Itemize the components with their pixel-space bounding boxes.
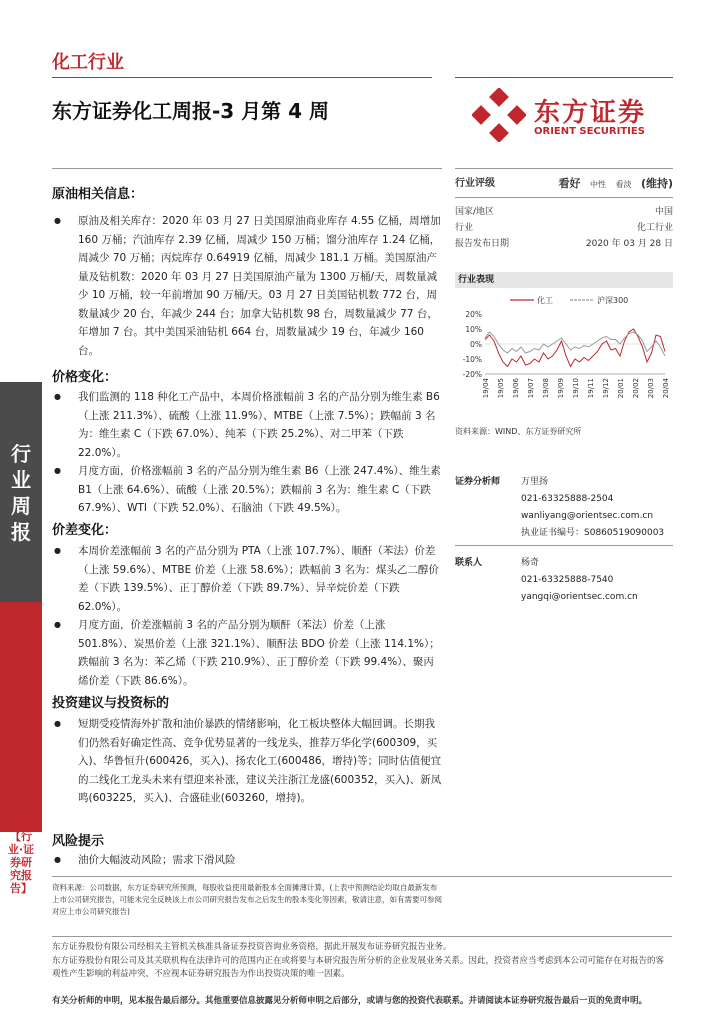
analyst-role: 联系人 [455,558,483,568]
section-risk-body [52,851,442,870]
rating-meta-row [455,204,673,220]
analyst-name: 万里扬 [521,477,549,487]
bullet-item: ● 本周价差涨幅前 3 名的产品分别为 PTA（上涨 107.7%）、顺酐（苯法）价差（上涨 59.6%）、MTBE 价差（上涨 58.6%）；跌幅前 3 名为：煤头乙二醇价差（下跌 139.5%）、正丁醇价差（下跌 89.7%）、异辛烷价差（下跌 62.0%）。 [52,542,442,616]
rating-option-bullish: 看好 [558,177,581,190]
rating-current: (维持) [640,177,673,190]
x-tick-label: 20/04 [662,378,670,399]
performance-title: 行业表现 [455,272,673,288]
logo-en-text: ORIENT SECURITIES [534,126,645,137]
section-spread-body [52,542,442,690]
legend-label: 化工 [537,296,553,305]
footer-rule-top [52,876,672,877]
header-rule-left [52,77,432,78]
analyst-block-1 [455,474,673,542]
footer-rule-mid [52,936,672,937]
x-tick-label: 19/08 [542,378,550,399]
y-tick-label: 0% [470,340,482,349]
rating-row [455,176,673,193]
sidebar-char-4: 报 [11,520,31,544]
rating-meta-row [455,236,673,252]
section-title-oil: 原油相关信息： [52,187,144,202]
meta-key: 行业 [455,223,474,233]
divider-right [455,168,673,169]
bullet-item: ● 月度方面，价格涨幅前 3 名的产品分别为维生素 B6（上涨 247.4%）、维生素 B1（上涨 64.6%）、硫酸（上涨 20.5%）；跌幅前 3 名为：维生素 C（下跌 67.9%）、WTI（下跌 52.0%）、石脑油（下跌 49.5%）。 [52,462,442,518]
rating-label: 行业评级 [455,178,495,189]
section-invest-body [52,715,442,808]
x-tick-label: 20/01 [617,378,625,399]
sidebar-dark-block [0,382,42,602]
analyst-phone: 021-63325888-2504 [521,494,614,504]
logo-mark-icon [472,88,526,142]
x-tick-label: 20/02 [632,378,640,399]
analyst-phone: 021-63325888-7540 [521,575,614,585]
sidebar-char-3: 周 [11,494,31,518]
section-title-spread: 价差变化： [52,523,118,538]
meta-value: 化工行业 [636,223,673,233]
x-tick-label: 20/03 [647,378,655,399]
x-tick-label: 19/05 [497,378,505,399]
meta-value: 2020 年 03 月 28 日 [585,239,673,249]
analyst-divider [455,545,673,546]
chart-source: 资料来源：WIND、东方证券研究所 [455,427,582,436]
rating-meta-row [455,220,673,236]
y-tick-label: -10% [462,355,482,364]
x-tick-label: 19/12 [602,378,610,399]
footer-disclaimer-1: 东方证券股份有限公司经相关主管机关核准具备证券投资咨询业务资格，据此开展发布证券研究报告业务。 [52,942,452,952]
company-logo [472,92,672,142]
bullet-item: ● 月度方面，价差涨幅前 3 名的产品分别为顺酐（苯法）价差（上涨 501.8%）、炭黑价差（上涨 321.1%）、顺酐法 BDO 价差（上涨 114.1%）；跌幅前 3 名为：苯乙烯（下跌 210.9%）、正丁醇价差（下跌 99.4%）、聚丙烯价差（下跌 86.6%）。 [52,616,442,690]
section-title-price: 价格变化： [52,370,118,385]
x-tick-label: 19/06 [512,378,520,399]
meta-key: 报告发布日期 [455,239,510,249]
rating-option-neutral: 中性 [589,180,606,189]
y-tick-label: 20% [465,310,482,319]
analyst-row [455,474,673,491]
rating-divider [455,197,673,198]
x-tick-label: 19/09 [557,378,565,399]
industry-label: 化工行业 [52,52,124,73]
analyst-block-2 [455,555,673,606]
bullet-item: ● 原油及相关库存：2020 年 03 月 27 日美国原油商业库存 4.55 亿桶，周增加 160 万桶；汽油库存 2.39 亿桶，周减少 150 万桶；馏分油库存 1.24 亿桶，周减少 70 万桶；丙烷库存 0.64919 亿桶，周减少 181.1 万桶。美国原油产量及钻机数：2020 年 03 月 27 日美国原油产量为 1300 万桶/天，周数量减少 10 万桶，较一年前增加 90 万桶/天。03 月 27 日美国钻机数 772 台，周数量减少 20 台，年减少 244 台；加拿大钻机数 98 台，周数量减少 77 台，年增加 7 台。其中美国采油钻机 664 台，周数量减少 19 台，年减少 160 台。 [52,212,442,360]
bullet-item: ● 我们监测的 118 种化工产品中，本周价格涨幅前 3 名的产品分别为维生素 B6（上涨 211.3%）、硫酸（上涨 11.9%）、MTBE（上涨 7.5%）；跌幅前 3 名为：维生素 C（下跌 67.0%）、纯苯（下跌 25.2%）、对二甲苯（下跌 22.0%）。 [52,388,442,462]
report-title: 东方证券化工周报-3 月第 4 周 [52,99,330,123]
x-tick-label: 19/11 [587,378,595,399]
section-title-invest: 投资建议与投资标的 [52,696,170,711]
rating-options [558,176,673,193]
footer-disclaimer-3: 有关分析师的申明，见本报告最后部分。其他重要信息披露见分析师申明之后部分，或请与您的投资代表联系。并请阅读本证券研究报告最后一页的免责申明。 [52,996,648,1006]
section-title-risk: 风险提示 [52,834,105,849]
rating-option-bearish: 看淡 [615,180,632,189]
footer-disclaimer-2: 东方证券股份有限公司及其关联机构在法律许可的范围内正在或将要与本研究报告所分析的企业发展业务关系。因此，投资者应当考虑到本公司可能存在对报告的客观性产生影响的利益冲突，不应视本证券研究报告为作出投资决策的唯一因素。 [52,956,665,979]
section-oil-body [52,212,442,360]
x-tick-label: 19/04 [482,378,490,399]
sidebar-red-block [0,602,42,832]
logo-cn-text: 东方证券 [534,98,647,128]
sidebar-char-2: 业 [11,468,31,492]
analyst-role: 证券分析师 [455,477,501,487]
section-price-body [52,388,442,518]
x-tick-label: 19/10 [572,378,580,399]
meta-key: 国家/地区 [455,207,495,217]
y-tick-label: 10% [465,325,482,334]
y-tick-label: -20% [462,370,482,379]
footer-note: 资料来源：公司数据，东方证券研究所预测，每股收益使用最新股本全面摊薄计算，(上表中预测结论均取自最新发布上市公司研究报告，可能未完全反映该上市公司研究报告发布之后发生的股本变化等因素，敬请注意，如有需要可参阅对应上市公司研究报告) [52,883,442,916]
analyst-cert: 执业证书编号：S0860519090003 [521,528,665,538]
legend-label: 沪深300 [597,296,629,305]
analyst-row [455,555,673,572]
analyst-email[interactable]: yangqi@orientsec.com.cn [521,592,638,602]
header-rule-right [455,77,673,78]
x-tick-label: 19/07 [527,378,535,399]
analyst-name: 杨奇 [521,558,540,568]
bullet-item: ● 油价大幅波动风险；需求下滑风险 [52,851,442,870]
sidebar-char-1: 行 [11,442,31,466]
meta-value: 中国 [654,207,673,217]
divider-left [52,168,442,169]
performance-chart [455,292,673,422]
bullet-item: ● 短期受疫情海外扩散和油价暴跌的情绪影响，化工板块整体大幅回调。长期我们仍然看好确定性高、竞争优势显著的一线龙头，推荐万华化学(600309，买入)、华鲁恒升(600426，买入)、扬农化工(600486，增持)等；同时估值便宜的二线化工龙头未来有望迎来补涨，建议关注浙江龙盛(600352，买入)、新凤鸣(603225，买入)、合盛硅业(603260，增持)。 [52,715,442,808]
sidebar-report-tag: 【行业·证券研究报告】 [7,830,35,895]
analyst-email[interactable]: wanliyang@orientsec.com.cn [521,511,654,521]
rating-panel [455,176,673,252]
